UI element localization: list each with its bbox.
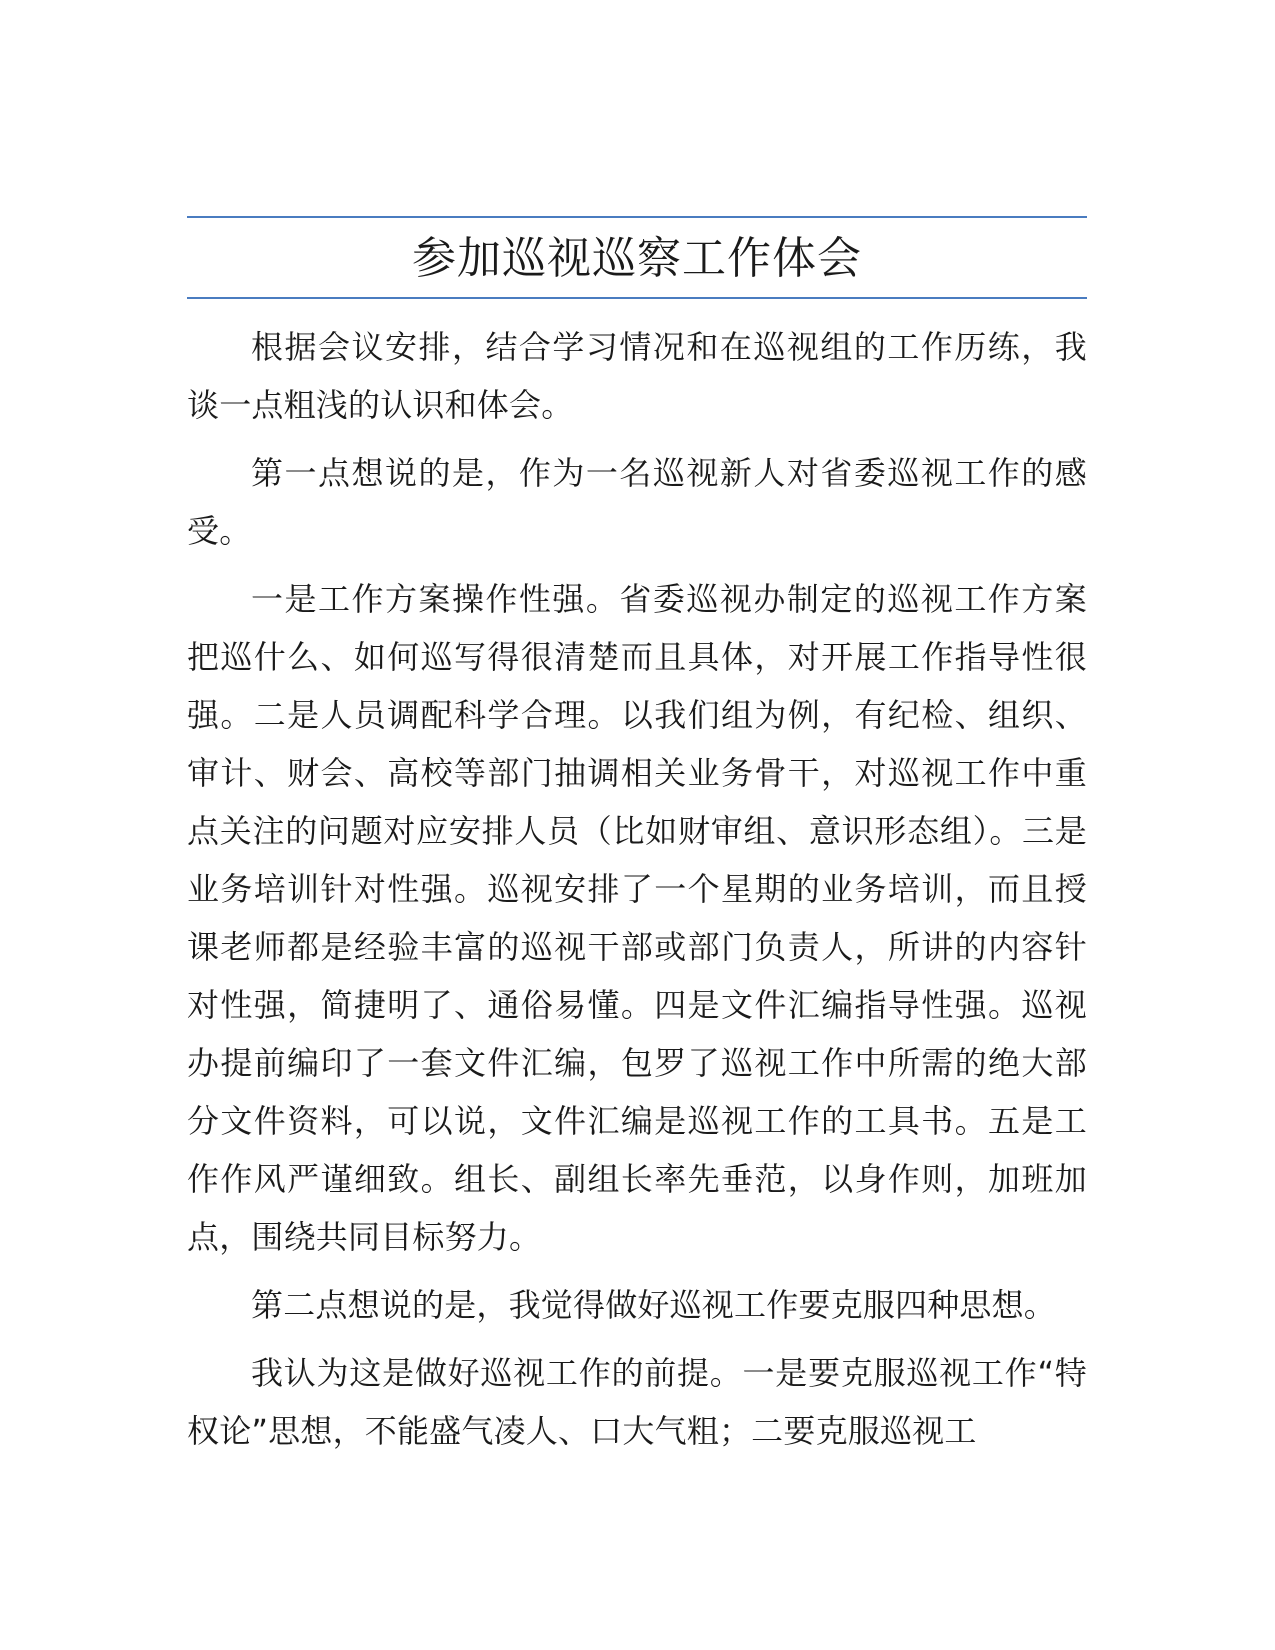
paragraph-point-one-detail: 一是工作方案操作性强。省委巡视办制定的巡视工作方案把巡什么、如何巡写得很清楚而且具体，对开展工作指导性很强。二是人员调配科学合理。以我们组为例，有纪检、组织、审计、财会、高校等部门抽调相关业务骨干，对巡视工作中重点关注的问题对应安排人员（比如财审组、意识形态组）。三是业务培训针对性强。巡视安排了一个星期的业务培训，而且授课老师都是经验丰富的巡视干部或部门负责人，所讲的内容针对性强，简捷明了、通俗易懂。四是文件汇编指导性强。巡视办提前编印了一套文件汇编，包罗了巡视工作中所需的绝大部分文件资料，可以说，文件汇编是巡视工作的工具书。五是工作作风严谨细致。组长、副组长率先垂范，以身作则，加班加点，围绕共同目标努力。 xyxy=(187,580,1087,1256)
paragraph-point-one-heading: 第一点想说的是，作为一名巡视新人对省委巡视工作的感受。 xyxy=(187,454,1087,550)
document-body xyxy=(187,318,1087,1470)
paragraph-intro: 根据会议安排，结合学习情况和在巡视组的工作历练，我谈一点粗浅的认识和体会。 xyxy=(187,328,1087,424)
title-bottom-rule xyxy=(187,297,1087,299)
title-top-rule xyxy=(187,216,1087,218)
document-title: 参加巡视巡察工作体会 xyxy=(412,233,862,284)
paragraph-point-two-detail: 我认为这是做好巡视工作的前提。一是要克服巡视工作“特权论”思想，不能盛气凌人、口大气粗；二要克服巡视工 xyxy=(187,1354,1087,1450)
paragraph-point-two-heading: 第二点想说的是，我觉得做好巡视工作要克服四种思想。 xyxy=(251,1286,1057,1324)
